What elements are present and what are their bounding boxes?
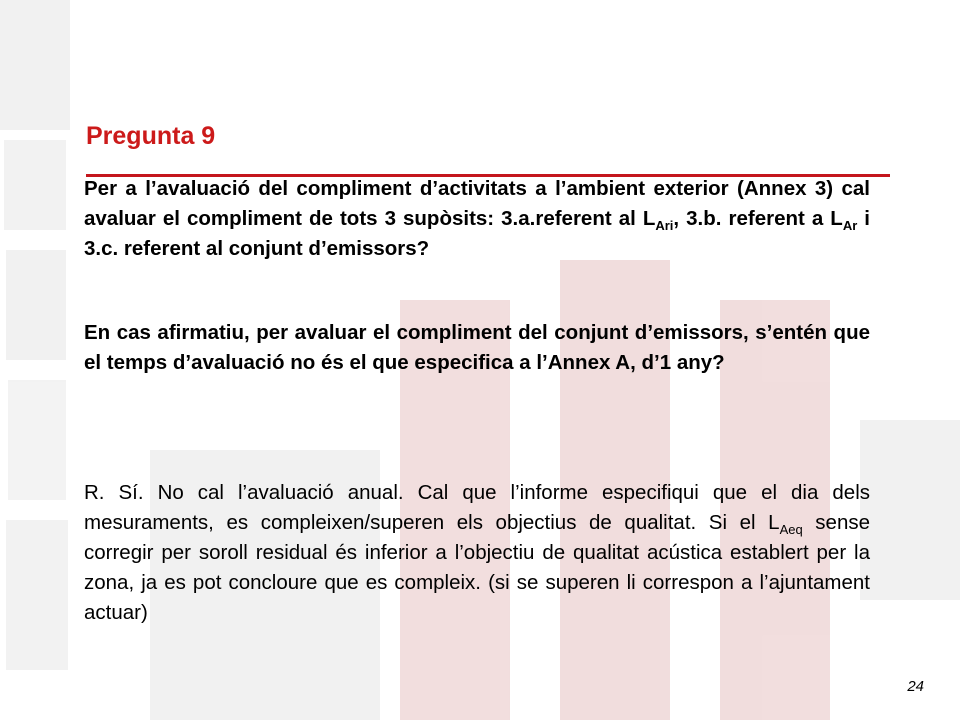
subscript-aeq: Aeq <box>779 522 803 538</box>
question-1-text-a: Per a l’avaluació del compliment d’activitats a l’ambient exterior (Annex 3) cal avaluar el compliment de tots 3 supòsits: 3.a.referent al L <box>84 177 870 230</box>
answer-paragraph <box>84 478 870 628</box>
page-number: 24 <box>907 678 924 695</box>
subscript-ari: Ari <box>655 218 674 234</box>
answer-text-a: R. Sí. No cal l’avaluació anual. Cal que l’informe especifiqui que el dia dels mesuraments, es compleixen/superen els objectius de qualitat. Si el L <box>84 481 870 534</box>
slide-title: Pregunta 9 <box>86 122 216 150</box>
question-1-text-b: , 3.b. referent a L <box>673 207 843 230</box>
question-paragraph-2: En cas afirmatiu, per avaluar el compliment del conjunt d’emissors, s’entén que el temps d’avaluació no és el que especifica a l’Annex A, d’1 any? <box>84 321 870 374</box>
subscript-ar: Ar <box>842 218 858 234</box>
question-1-text-c: i 3.c. referent al conjunt d’emissors? <box>84 207 870 260</box>
answer-text-b: sense corregir per soroll residual és inferior a l’objectiu de qualitat acústica establert per la zona, ja es pot concloure que es compleix. (si se superen li correspon a l’ajuntament actuar) <box>84 511 870 624</box>
question-paragraph-1 <box>84 174 870 264</box>
